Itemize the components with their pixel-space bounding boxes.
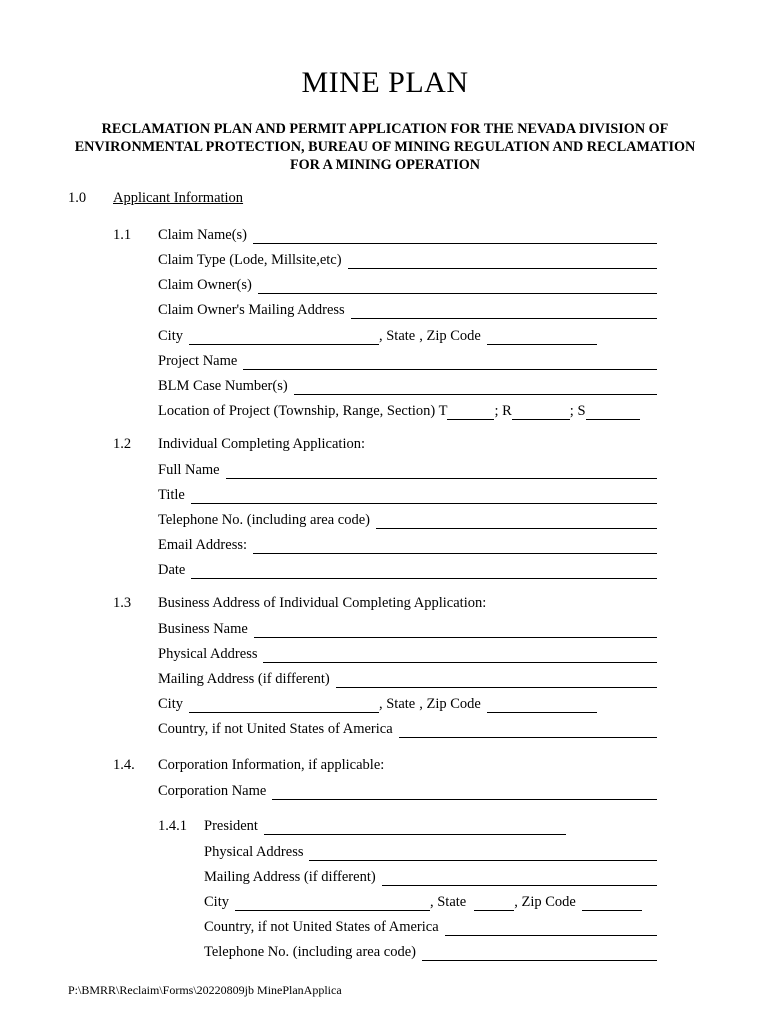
document-title: MINE PLAN: [301, 66, 469, 99]
field-label: , Zip Code: [419, 328, 481, 344]
field-label: Country, if not United States of America: [158, 721, 393, 737]
pres-country-field[interactable]: [204, 918, 657, 936]
pres-mailing-address-field[interactable]: [204, 868, 657, 886]
subsection-heading: Individual Completing Application:: [158, 436, 366, 452]
physical-address-field[interactable]: [158, 645, 657, 663]
title-input[interactable]: [191, 489, 657, 504]
project-name-input[interactable]: [243, 355, 657, 370]
physical-address-input[interactable]: [263, 648, 657, 663]
field-label: ; S: [569, 403, 586, 419]
file-path-footer: P:\BMRR\Reclaim\Forms\20220809jb MinePlanApplica: [68, 983, 342, 997]
subsection-heading: Corporation Information, if applicable:: [158, 757, 385, 773]
pres-mailing-address-input[interactable]: [382, 871, 657, 886]
date-field[interactable]: [158, 561, 657, 579]
pres-physical-address-input[interactable]: [309, 846, 657, 861]
section-input[interactable]: [586, 405, 640, 420]
field-label: Corporation Name: [158, 783, 267, 799]
section-title: Applicant Information: [113, 190, 244, 206]
field-label: City: [204, 894, 229, 910]
field-label: Claim Name(s): [158, 227, 247, 243]
project-name-field[interactable]: [158, 352, 657, 370]
business-city-state-zip-row: [158, 695, 597, 713]
subsection-number: 1.1: [113, 227, 132, 243]
pres-physical-address-field[interactable]: [204, 843, 657, 861]
corp-name-field[interactable]: [158, 782, 657, 800]
location-row: [158, 402, 640, 420]
full-name-input[interactable]: [226, 464, 657, 479]
range-input[interactable]: [512, 405, 570, 420]
business-name-input[interactable]: [254, 623, 657, 638]
pres-telephone-input[interactable]: [422, 946, 657, 961]
field-label: Project Name: [158, 353, 238, 369]
document-subtitle: RECLAMATION PLAN AND PERMIT APPLICATION FOR THE NEVADA DIVISION OF ENVIRONMENTAL PROTECTION, BUREAU OF MINING REGULATION AND RECLAMATION FOR A MINING OPERATION: [74, 121, 696, 173]
field-label: , State: [378, 328, 416, 344]
field-label: President: [204, 818, 258, 834]
business-name-field[interactable]: [158, 620, 657, 638]
section-number: 1.0: [68, 190, 87, 206]
field-label: Location of Project (Township, Range, Section) T: [158, 403, 448, 419]
township-input[interactable]: [447, 405, 494, 420]
field-label: Email Address:: [158, 537, 248, 553]
email-input[interactable]: [253, 539, 657, 554]
field-label: Claim Owner's Mailing Address: [158, 302, 345, 318]
telephone-field[interactable]: [158, 511, 657, 529]
mailing-address-field[interactable]: [158, 670, 657, 688]
field-label: BLM Case Number(s): [158, 378, 288, 394]
field-label: Mailing Address (if different): [204, 869, 376, 885]
subsection-heading: Business Address of Individual Completing Application:: [158, 595, 487, 611]
mailing-address-input[interactable]: [336, 673, 657, 688]
president-input[interactable]: [264, 820, 566, 835]
claim-type-input[interactable]: [348, 254, 657, 269]
field-label: Full Name: [158, 462, 220, 478]
subsection-number: 1.2: [113, 436, 132, 452]
email-field[interactable]: [158, 536, 657, 554]
field-label: Physical Address: [158, 646, 258, 662]
zip-input[interactable]: [487, 698, 597, 713]
subsubsection-number: 1.4.1: [158, 818, 187, 834]
country-field[interactable]: [158, 720, 657, 738]
zip-input[interactable]: [582, 896, 642, 911]
field-label: City: [158, 696, 183, 712]
field-label: , State: [378, 696, 416, 712]
country-input[interactable]: [399, 723, 657, 738]
field-label: Claim Type (Lode, Millsite,etc): [158, 252, 342, 268]
subsection-number: 1.4.: [113, 757, 135, 773]
field-label: ; R: [494, 403, 512, 419]
zip-input[interactable]: [487, 330, 597, 345]
telephone-input[interactable]: [376, 514, 657, 529]
claim-owners-input[interactable]: [258, 279, 657, 294]
owner-mailing-input[interactable]: [351, 304, 657, 319]
claim-owners-field[interactable]: [158, 276, 657, 294]
date-input[interactable]: [191, 564, 657, 579]
field-label: Title: [158, 487, 185, 503]
field-label: , State: [429, 894, 467, 910]
field-label: Country, if not United States of America: [204, 919, 439, 935]
field-label: Telephone No. (including area code): [158, 512, 370, 528]
field-label: Business Name: [158, 621, 248, 637]
owner-mailing-field[interactable]: [158, 301, 657, 319]
pres-telephone-field[interactable]: [204, 943, 657, 961]
city-input[interactable]: [189, 698, 379, 713]
city-input[interactable]: [189, 330, 379, 345]
blm-case-input[interactable]: [294, 380, 657, 395]
field-label: Mailing Address (if different): [158, 671, 330, 687]
claim-names-input[interactable]: [253, 229, 657, 244]
pres-city-state-zip-row: [204, 893, 642, 911]
field-label: , Zip Code: [419, 696, 481, 712]
claim-type-field[interactable]: [158, 251, 657, 269]
field-label: , Zip Code: [514, 894, 576, 910]
corp-name-input[interactable]: [272, 785, 657, 800]
state-input[interactable]: [474, 896, 514, 911]
owner-city-state-zip-row: [158, 327, 597, 345]
field-label: Claim Owner(s): [158, 277, 252, 293]
city-input[interactable]: [235, 896, 430, 911]
field-label: City: [158, 328, 183, 344]
field-label: Telephone No. (including area code): [204, 944, 416, 960]
title-field[interactable]: [158, 486, 657, 504]
blm-case-field[interactable]: [158, 377, 657, 395]
pres-country-input[interactable]: [445, 921, 657, 936]
field-label: Physical Address: [204, 844, 304, 860]
field-label: Date: [158, 562, 186, 578]
claim-names-field[interactable]: [158, 226, 657, 244]
full-name-field[interactable]: [158, 461, 657, 479]
president-field[interactable]: [204, 817, 566, 835]
subsection-number: 1.3: [113, 595, 132, 611]
